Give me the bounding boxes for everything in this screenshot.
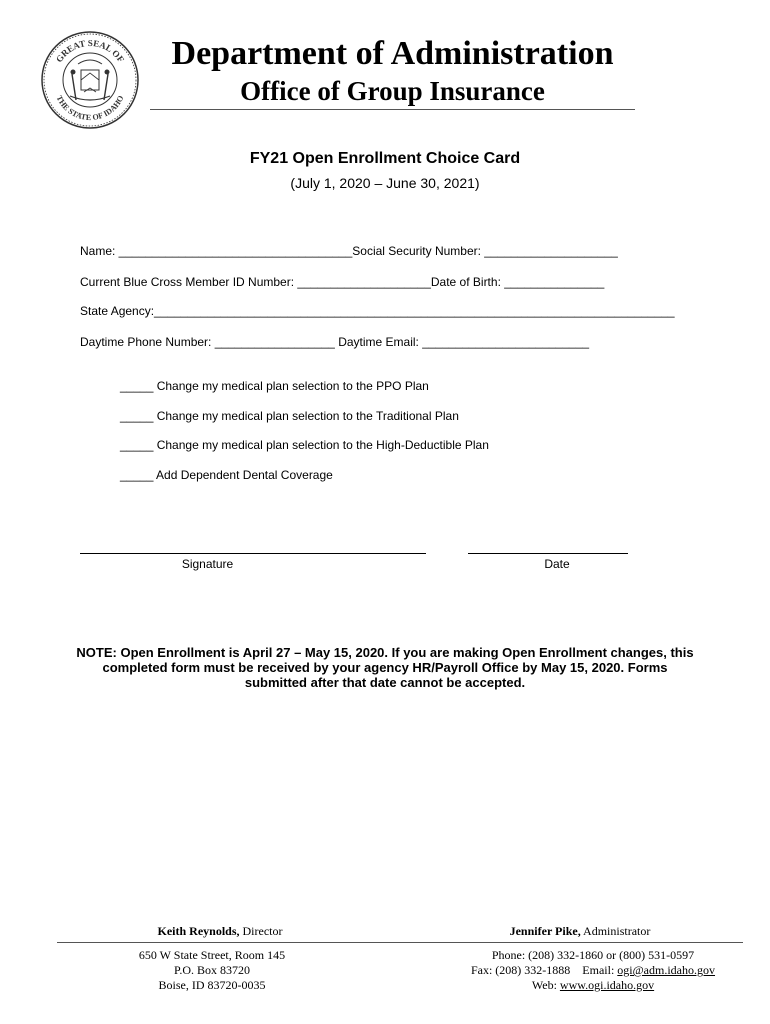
option-high-deductible-plan[interactable]: _____ Change my medical plan selection to the High-Deductible Plan bbox=[120, 438, 489, 452]
header-divider bbox=[150, 109, 635, 110]
administrator-name: Jennifer Pike, Administrator bbox=[509, 924, 651, 938]
name-ssn-field-line[interactable]: Name: ___________________________________Social Security Number: ____________________ bbox=[80, 244, 618, 258]
website-link[interactable]: www.ogi.idaho.gov bbox=[559, 978, 655, 992]
state-seal-logo bbox=[40, 30, 140, 130]
enrollment-note: NOTE: Open Enrollment is April 27 – May 15, 2020. If you are making Open Enrollment changes, this completed form must be received by your agency HR/Payroll Office by May 15, 2020. Forms submitted after that date cannot be accepted. bbox=[76, 645, 694, 690]
director-name: Keith Reynolds, Director bbox=[157, 924, 283, 938]
address-line-2: P.O. Box 83720 bbox=[173, 963, 250, 977]
phone-email-field-line[interactable]: Daytime Phone Number: __________________ Daytime Email: _________________________ bbox=[80, 335, 590, 349]
email-link[interactable]: ogi@adm.idaho.gov bbox=[617, 963, 716, 977]
member-id-dob-field-line[interactable]: Current Blue Cross Member ID Number: ____________________Date of Birth: _______________ bbox=[80, 275, 605, 289]
fax-text: Fax: (208) 332-1888 bbox=[470, 963, 571, 977]
contact-info bbox=[440, 948, 746, 993]
svg-text:THE STATE OF IDAHO: THE STATE OF IDAHO bbox=[54, 94, 126, 123]
form-period: (July 1, 2020 – June 30, 2021) bbox=[290, 175, 480, 191]
address-line-1: 650 W State Street, Room 145 bbox=[138, 948, 286, 962]
date-line[interactable] bbox=[468, 553, 628, 554]
state-agency-field-line[interactable]: State Agency:______________________________________________________________________________ bbox=[80, 304, 675, 318]
department-title: Department of Administration bbox=[171, 35, 614, 72]
option-dependent-dental[interactable]: _____ Add Dependent Dental Coverage bbox=[120, 468, 333, 482]
form-title: FY21 Open Enrollment Choice Card bbox=[249, 150, 521, 167]
svg-text:GREAT SEAL OF: GREAT SEAL OF bbox=[53, 37, 127, 65]
web-line: Web: www.ogi.idaho.gov bbox=[531, 978, 655, 992]
fax-email-line: Fax: (208) 332-1888 Email: ogi@adm.idaho.gov bbox=[470, 963, 716, 977]
address-line-3: Boise, ID 83720-0035 bbox=[158, 978, 266, 992]
footer-divider bbox=[57, 942, 743, 943]
office-title: Office of Group Insurance bbox=[240, 76, 545, 106]
signature-line[interactable] bbox=[80, 553, 426, 554]
date-label: Date bbox=[544, 557, 570, 571]
phone-text: Phone: (208) 332-1860 or (800) 531-0597 bbox=[491, 948, 695, 962]
mailing-address bbox=[112, 948, 312, 993]
option-ppo-plan[interactable]: _____ Change my medical plan selection to the PPO Plan bbox=[120, 379, 429, 393]
signature-label: Signature bbox=[181, 557, 234, 571]
option-traditional-plan[interactable]: _____ Change my medical plan selection to the Traditional Plan bbox=[120, 409, 459, 423]
